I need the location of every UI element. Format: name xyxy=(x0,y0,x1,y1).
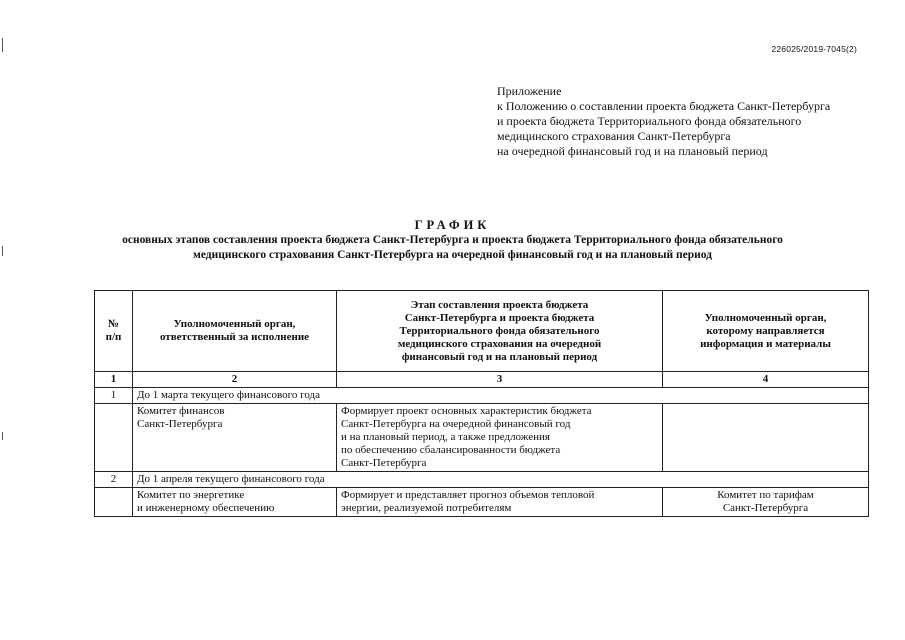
header-number xyxy=(95,291,133,372)
table-header-row xyxy=(95,291,869,372)
document-id: 226025/2019-7045(2) xyxy=(771,44,857,54)
cell-line: Санкт-Петербурга xyxy=(722,502,809,514)
cell-line: Комитет по энергетике xyxy=(137,489,245,501)
table-row xyxy=(95,404,869,472)
appendix-note xyxy=(497,84,887,159)
column-number: 4 xyxy=(663,372,869,388)
cell-line: Формирует и представляет прогноз объемов тепловой xyxy=(341,489,595,501)
header-line: Территориального фонда обязательного xyxy=(399,324,600,337)
cell-line: Санкт-Петербурга xyxy=(137,418,223,430)
header-line: медицинского страхования на очередной xyxy=(397,337,602,350)
section-index: 2 xyxy=(95,472,133,488)
column-number: 3 xyxy=(337,372,663,388)
subtitle-line: основных этапов составления проекта бюджета Санкт-Петербурга и проекта бюджета Территориального фонда обязательного xyxy=(122,234,783,246)
header-line: Этап составления проекта бюджета xyxy=(410,298,589,311)
cell-line: и на плановый период, а также предложения xyxy=(341,431,550,443)
recipient-cell xyxy=(663,404,869,472)
header-line: п/п xyxy=(105,331,122,343)
scan-edge-mark xyxy=(2,246,3,256)
scan-edge-mark xyxy=(2,432,3,440)
stage-cell xyxy=(337,404,663,472)
header-stage xyxy=(337,291,663,372)
header-line: Уполномоченный орган, xyxy=(704,311,827,324)
section-deadline: До 1 апреля текущего финансового года xyxy=(133,472,869,488)
document-subtitle xyxy=(60,233,845,263)
cell-line: Санкт-Петербурга на очередной финансовый год xyxy=(341,418,571,430)
empty-cell xyxy=(95,488,133,517)
section-header-row xyxy=(95,472,869,488)
schedule-table xyxy=(94,290,869,517)
section-deadline: До 1 марта текущего финансового года xyxy=(133,388,869,404)
recipient-cell xyxy=(663,488,869,517)
stage-cell xyxy=(337,488,663,517)
header-responsible xyxy=(133,291,337,372)
header-line: Санкт-Петербурга и проекта бюджета xyxy=(404,311,595,324)
column-number: 2 xyxy=(133,372,337,388)
empty-cell xyxy=(95,404,133,472)
appendix-line: на очередной финансовый год и на плановый период xyxy=(497,144,768,158)
column-number: 1 xyxy=(95,372,133,388)
appendix-line: медицинского страхования Санкт-Петербурга xyxy=(497,129,731,143)
header-line: Уполномоченный орган, xyxy=(173,318,296,330)
document-title: ГРАФИК xyxy=(414,218,491,232)
header-line: информация и материалы xyxy=(700,337,831,350)
responsible-cell xyxy=(133,404,337,472)
cell-line: Комитет финансов xyxy=(137,405,225,417)
scan-edge-mark xyxy=(2,38,3,52)
cell-line: и инженерному обеспечению xyxy=(137,502,275,514)
header-line: финансовый год и на плановый период xyxy=(401,350,598,363)
appendix-line: и проекта бюджета Территориального фонда обязательного xyxy=(497,114,802,128)
appendix-line: к Положению о составлении проекта бюджета Санкт-Петербурга xyxy=(497,99,831,113)
section-index: 1 xyxy=(95,388,133,404)
header-line: которому направляется xyxy=(706,324,825,337)
cell-line: Санкт-Петербурга xyxy=(341,457,427,469)
header-recipient xyxy=(663,291,869,372)
cell-line: энергии, реализуемой потребителям xyxy=(341,502,512,514)
cell-line: Комитет по тарифам xyxy=(717,489,814,501)
table-row xyxy=(95,488,869,517)
subtitle-line: медицинского страхования Санкт-Петербурга на очередной финансовый год и на плановый период xyxy=(193,249,712,261)
responsible-cell xyxy=(133,488,337,517)
header-line: ответственный за исполнение xyxy=(159,331,310,343)
header-line: № xyxy=(107,318,120,330)
cell-line: Формирует проект основных характеристик бюджета xyxy=(341,405,592,417)
column-number-row xyxy=(95,372,869,388)
appendix-line: Приложение xyxy=(497,84,562,98)
cell-line: по обеспечению сбалансированности бюджета xyxy=(341,444,561,456)
section-header-row xyxy=(95,388,869,404)
